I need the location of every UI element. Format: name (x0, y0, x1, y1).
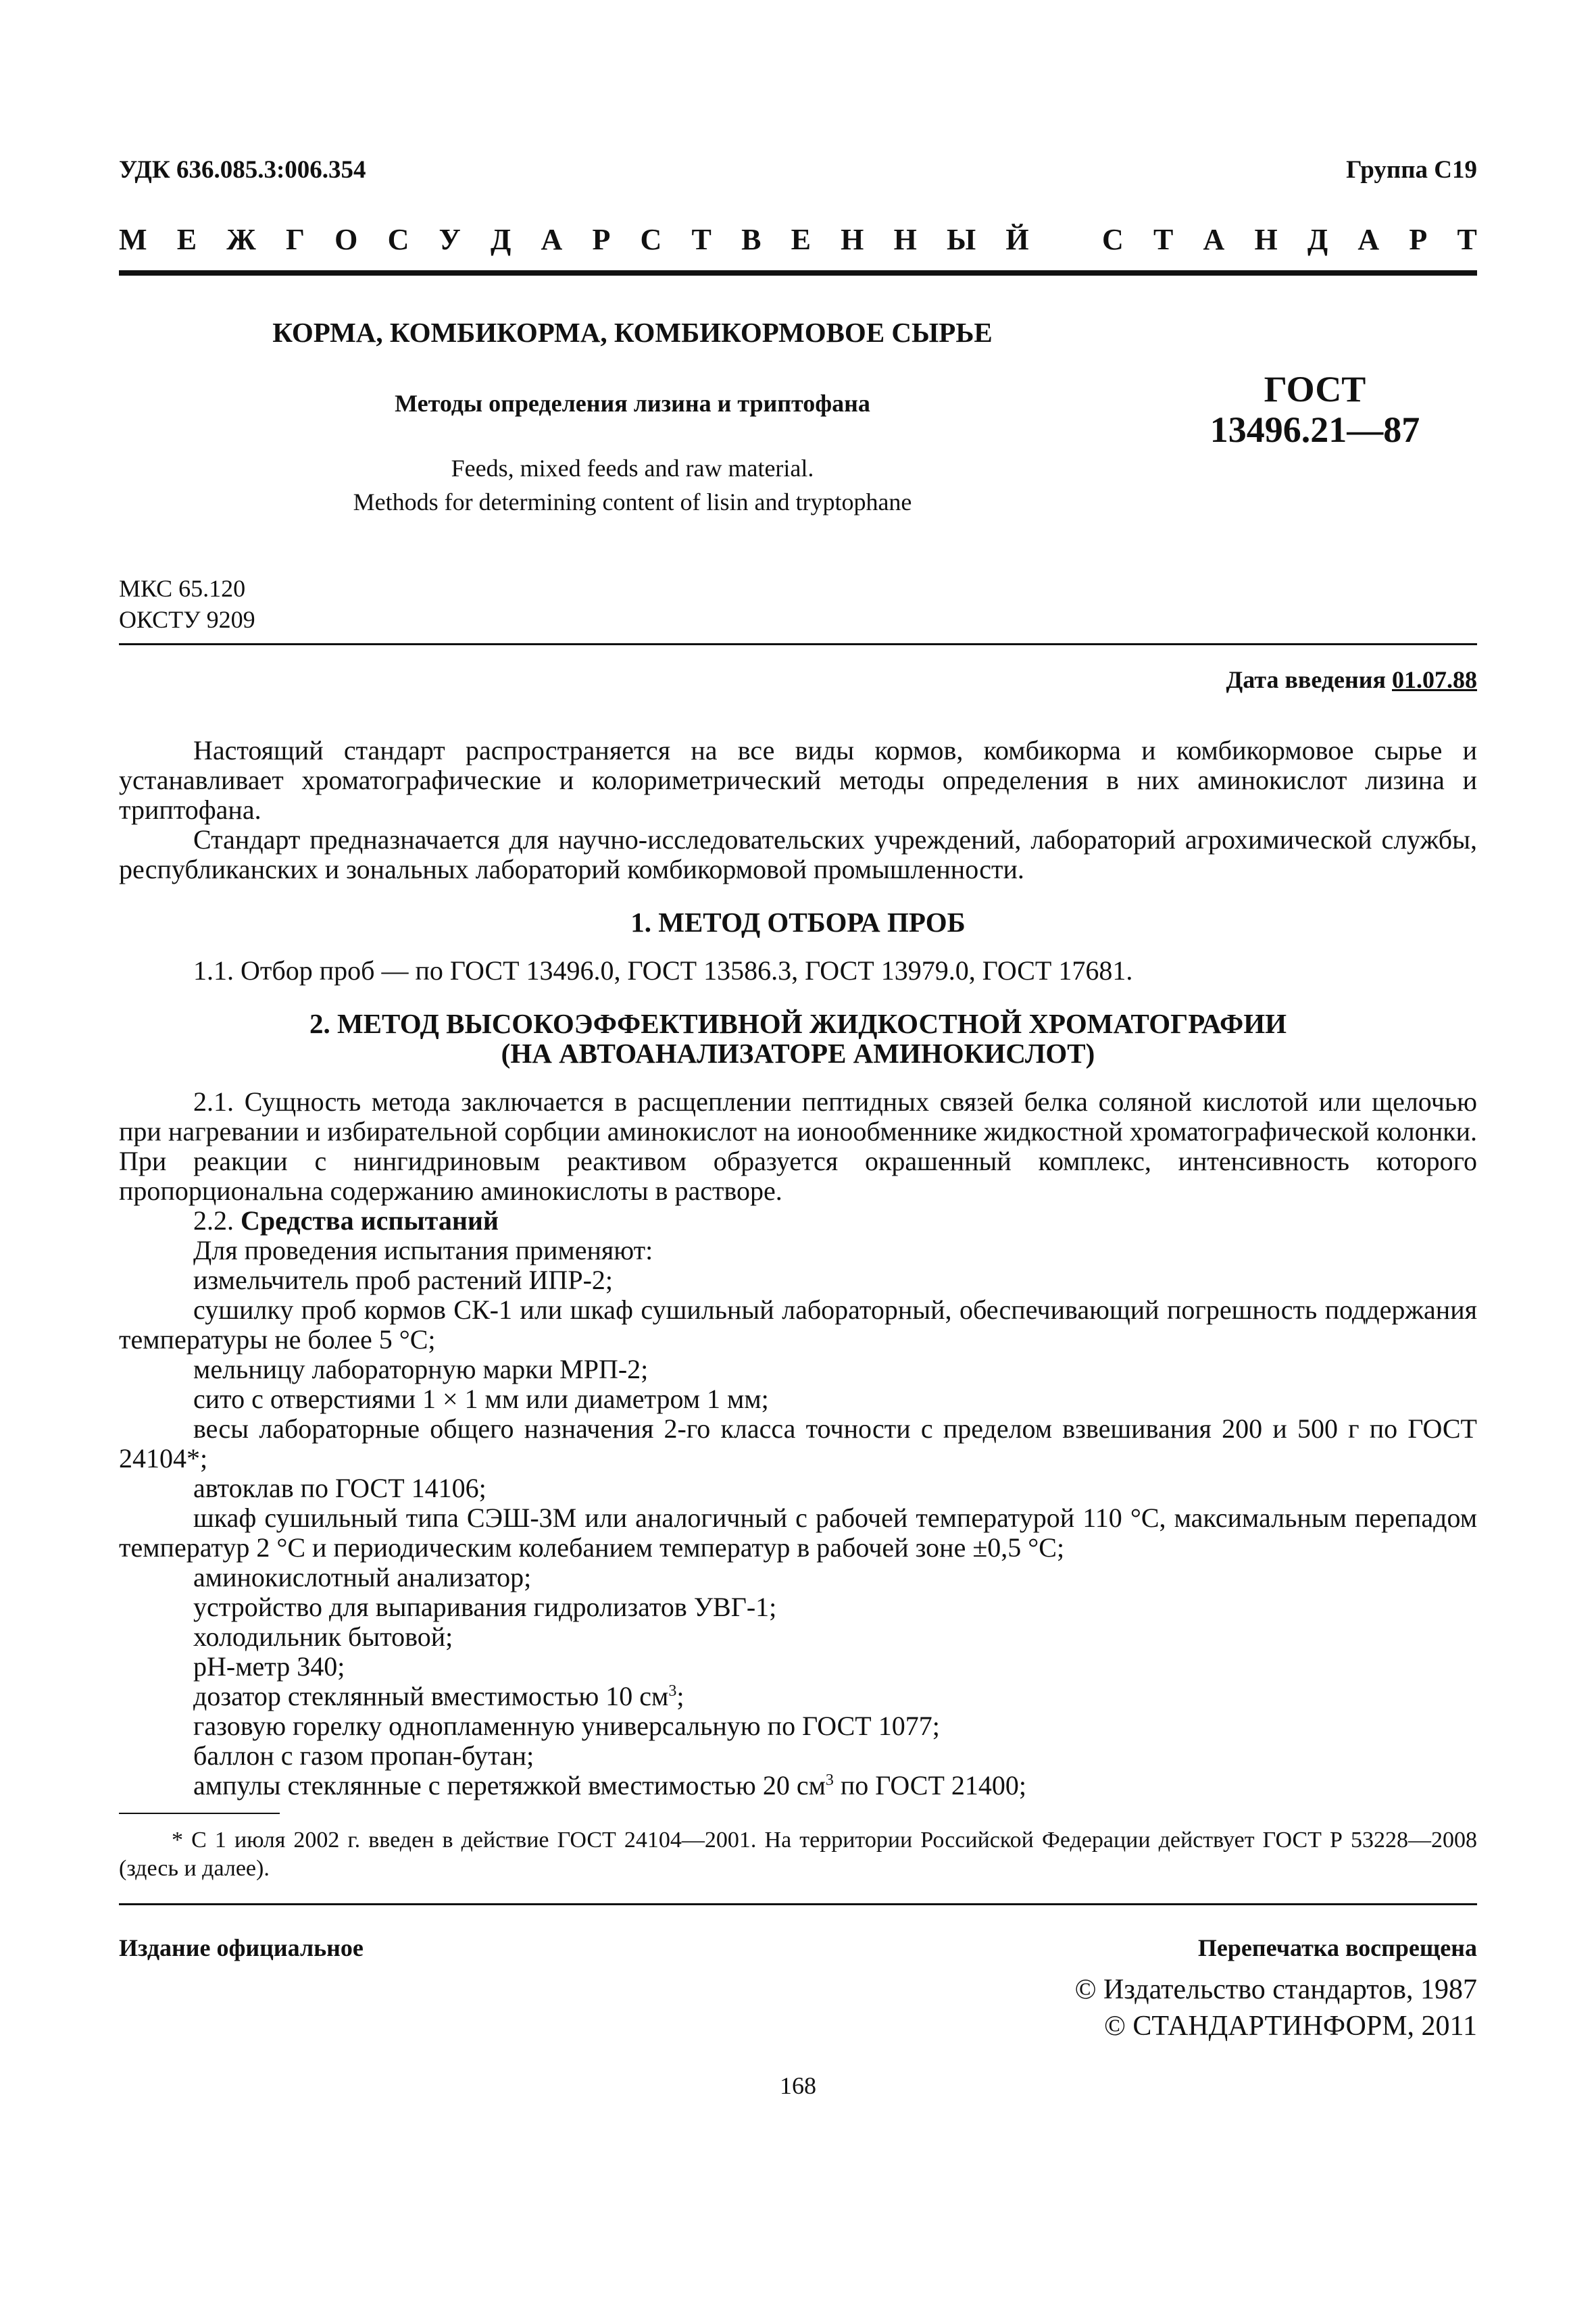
banner-letter: А (1203, 223, 1225, 256)
banner-letter: Д (1307, 223, 1328, 256)
equipment-item-gas: баллон с газом пропан-бутан; (193, 1740, 534, 1771)
equipment-list (119, 1265, 1477, 1682)
main-title: КОРМА, КОМБИКОРМА, КОМБИКОРМОВОЕ СЫРЬЕ (272, 317, 993, 348)
equipment-lead: Для проведения испытания применяют: (193, 1235, 653, 1265)
intro-paragraph-1: Настоящий стандарт распространяется на все виды кормов, комбикорма и комбикормовое сырье и устанавливает хроматографические и колориметрический методы определения в них аминокислот лизина и триптофана. (119, 735, 1477, 825)
banner-letter: Т (691, 223, 712, 256)
ampoule-superscript: 3 (825, 1771, 834, 1789)
footnote: * С 1 июля 2002 г. введен в действие ГОСТ 24104—2001. На территории Российской Федерации действует ГОСТ Р 53228—2008 (здесь и далее). (119, 1828, 1477, 1881)
equipment-item: сито с отверстиями 1 × 1 мм или диаметром 1 мм; (193, 1384, 769, 1414)
intro-date (119, 665, 1477, 694)
banner-letter: Е (176, 223, 197, 256)
clause-2-2-number: 2.2. (193, 1205, 234, 1236)
copyright-1: © Издательство стандартов, 1987 (1074, 1974, 1477, 2005)
english-title (119, 451, 1146, 519)
header-rule (119, 270, 1477, 276)
footnote-separator (119, 1813, 280, 1814)
banner-letter: Р (592, 223, 611, 256)
subtitle: Методы определения лизина и триптофана (395, 390, 870, 417)
classification-codes (119, 573, 1477, 635)
banner-letter: Т (1457, 223, 1477, 256)
equipment-item: холодильник бытовой; (193, 1621, 453, 1652)
ampoule-tail: по ГОСТ 21400; (833, 1770, 1027, 1801)
group-code: Группа С19 (1346, 156, 1477, 184)
clause-1-1: 1.1. Отбор проб — по ГОСТ 13496.0, ГОСТ 13586.3, ГОСТ 13979.0, ГОСТ 17681. (193, 955, 1133, 986)
equipment-item-ampoule (119, 1771, 1477, 1801)
section-2-heading (119, 1009, 1477, 1068)
equipment-item: шкаф сушильный типа СЭШ-3М или аналогичный с рабочей температурой 110 °С, максимальным перепадом температур 2 °С и периодическим колебанием температур в рабочей зоне ±0,5 °С; (119, 1503, 1477, 1563)
banner-letter: А (1357, 223, 1380, 256)
banner-letter: Н (893, 223, 917, 256)
banner-letter: У (439, 223, 461, 256)
title-left (119, 316, 1146, 519)
gost-number (1132, 369, 1497, 450)
clause-2-2 (119, 1206, 1477, 1236)
banner-letter: Н (841, 223, 864, 256)
footer-row (119, 1934, 1477, 1962)
banner-letter: С (640, 223, 662, 256)
section-2-heading-line-2: (НА АВТОАНАЛИЗАТОРЕ АМИНОКИСЛОТ) (501, 1038, 1095, 1069)
intro-date-label: Дата введения (1226, 666, 1386, 693)
page-number: 168 (780, 2072, 816, 2099)
equipment-item-doser (119, 1682, 1477, 1711)
doser-tail: ; (676, 1681, 684, 1711)
equipment-item: мельницу лабораторную марки МРП-2; (193, 1354, 649, 1384)
banner-letter: Г (285, 223, 305, 256)
clause-2-2-title: Средства испытаний (241, 1205, 499, 1236)
gost-label: ГОСТ (1264, 369, 1366, 409)
header-row (119, 155, 1477, 184)
equipment-item: весы лабораторные общего назначения 2-го класса точности с пределом взвешивания 200 и 500 г по ГОСТ 24104*; (119, 1413, 1477, 1474)
mks-code: МКС 65.120 (119, 575, 246, 602)
copyright-2: © СТАНДАРТИНФОРМ, 2011 (1104, 2011, 1477, 2042)
reprint-prohibited: Перепечатка воспрещена (1197, 1934, 1477, 1961)
equipment-item: измельчитель проб растений ИПР-2; (193, 1265, 613, 1295)
banner-letter: Т (1153, 223, 1174, 256)
equipment-item: рН-метр 340; (193, 1651, 345, 1682)
doser-superscript: 3 (668, 1682, 677, 1700)
section-2-heading-line-1: 2. МЕТОД ВЫСОКОЭФФЕКТИВНОЙ ЖИДКОСТНОЙ ХРОМАТОГРАФИИ (309, 1008, 1287, 1039)
banner-letter: Д (491, 223, 512, 256)
equipment-item-burner: газовую горелку однопламенную универсальную по ГОСТ 1077; (193, 1711, 940, 1741)
equipment-item: автоклав по ГОСТ 14106; (193, 1473, 487, 1503)
equipment-item: аминокислотный анализатор; (193, 1562, 532, 1592)
banner-letter: А (541, 223, 563, 256)
english-title-line-2: Methods for determining content of lisin and tryptophane (353, 488, 912, 515)
codes-rule (119, 643, 1477, 645)
interstate-standard-banner (119, 222, 1477, 257)
copyright-block (119, 1971, 1477, 2044)
banner-letter: Ы (947, 223, 976, 256)
doser-text: дозатор стеклянный вместимостью 10 см (193, 1681, 669, 1711)
intro-date-value: 01.07.88 (1392, 666, 1477, 693)
ampoule-text: ампулы стеклянные с перетяжкой вместимостью 20 см (193, 1770, 826, 1801)
banner-letter: М (119, 223, 147, 256)
banner-letter: С (1102, 223, 1124, 256)
banner-letter: Й (1005, 223, 1029, 256)
intro-paragraph-2: Стандарт предназначается для научно-исследовательских учреждений, лабораторий агрохимической службы, республиканских и зональных лабораторий комбикормовой промышленности. (119, 824, 1477, 884)
banner-letter: В (741, 223, 762, 256)
banner-letter: Е (791, 223, 811, 256)
equipment-item: устройство для выпаривания гидролизатов УВГ-1; (193, 1592, 777, 1622)
footer-rule (119, 1903, 1477, 1905)
banner-letter: Ж (226, 223, 256, 256)
clause-2-1: 2.1. Сущность метода заключается в расщеплении пептидных связей белка соляной кислотой или щелочью при нагревании и избирательной сорбции аминокислот на ионообменнике жидкостной хроматографической колонки. При реакции с нингидриновым реактивом образуется окрашенный комплекс, интенсивность которого пропорциональна содержанию аминокислоты в растворе. (119, 1086, 1477, 1206)
document-body (119, 736, 1477, 1801)
banner-letter: О (334, 223, 358, 256)
okstu-code: ОКСТУ 9209 (119, 606, 255, 633)
section-1-heading: 1. МЕТОД ОТБОРА ПРОБ (630, 907, 966, 938)
english-title-line-1: Feeds, mixed feeds and raw material. (451, 455, 814, 482)
title-block (119, 316, 1477, 553)
banner-letter: Н (1254, 223, 1278, 256)
gost-code: 13496.21—87 (1210, 409, 1420, 450)
banner-letter: С (387, 223, 409, 256)
banner-gap (1059, 222, 1072, 257)
udk-code: УДК 636.085.3:006.354 (119, 156, 366, 184)
banner-letter: Р (1409, 223, 1428, 256)
official-edition: Издание официальное (119, 1934, 364, 1961)
equipment-item: сушилку проб кормов СК-1 или шкаф сушильный лабораторный, обеспечивающий погрешность поддержания температуры не более 5 °С; (119, 1294, 1477, 1355)
